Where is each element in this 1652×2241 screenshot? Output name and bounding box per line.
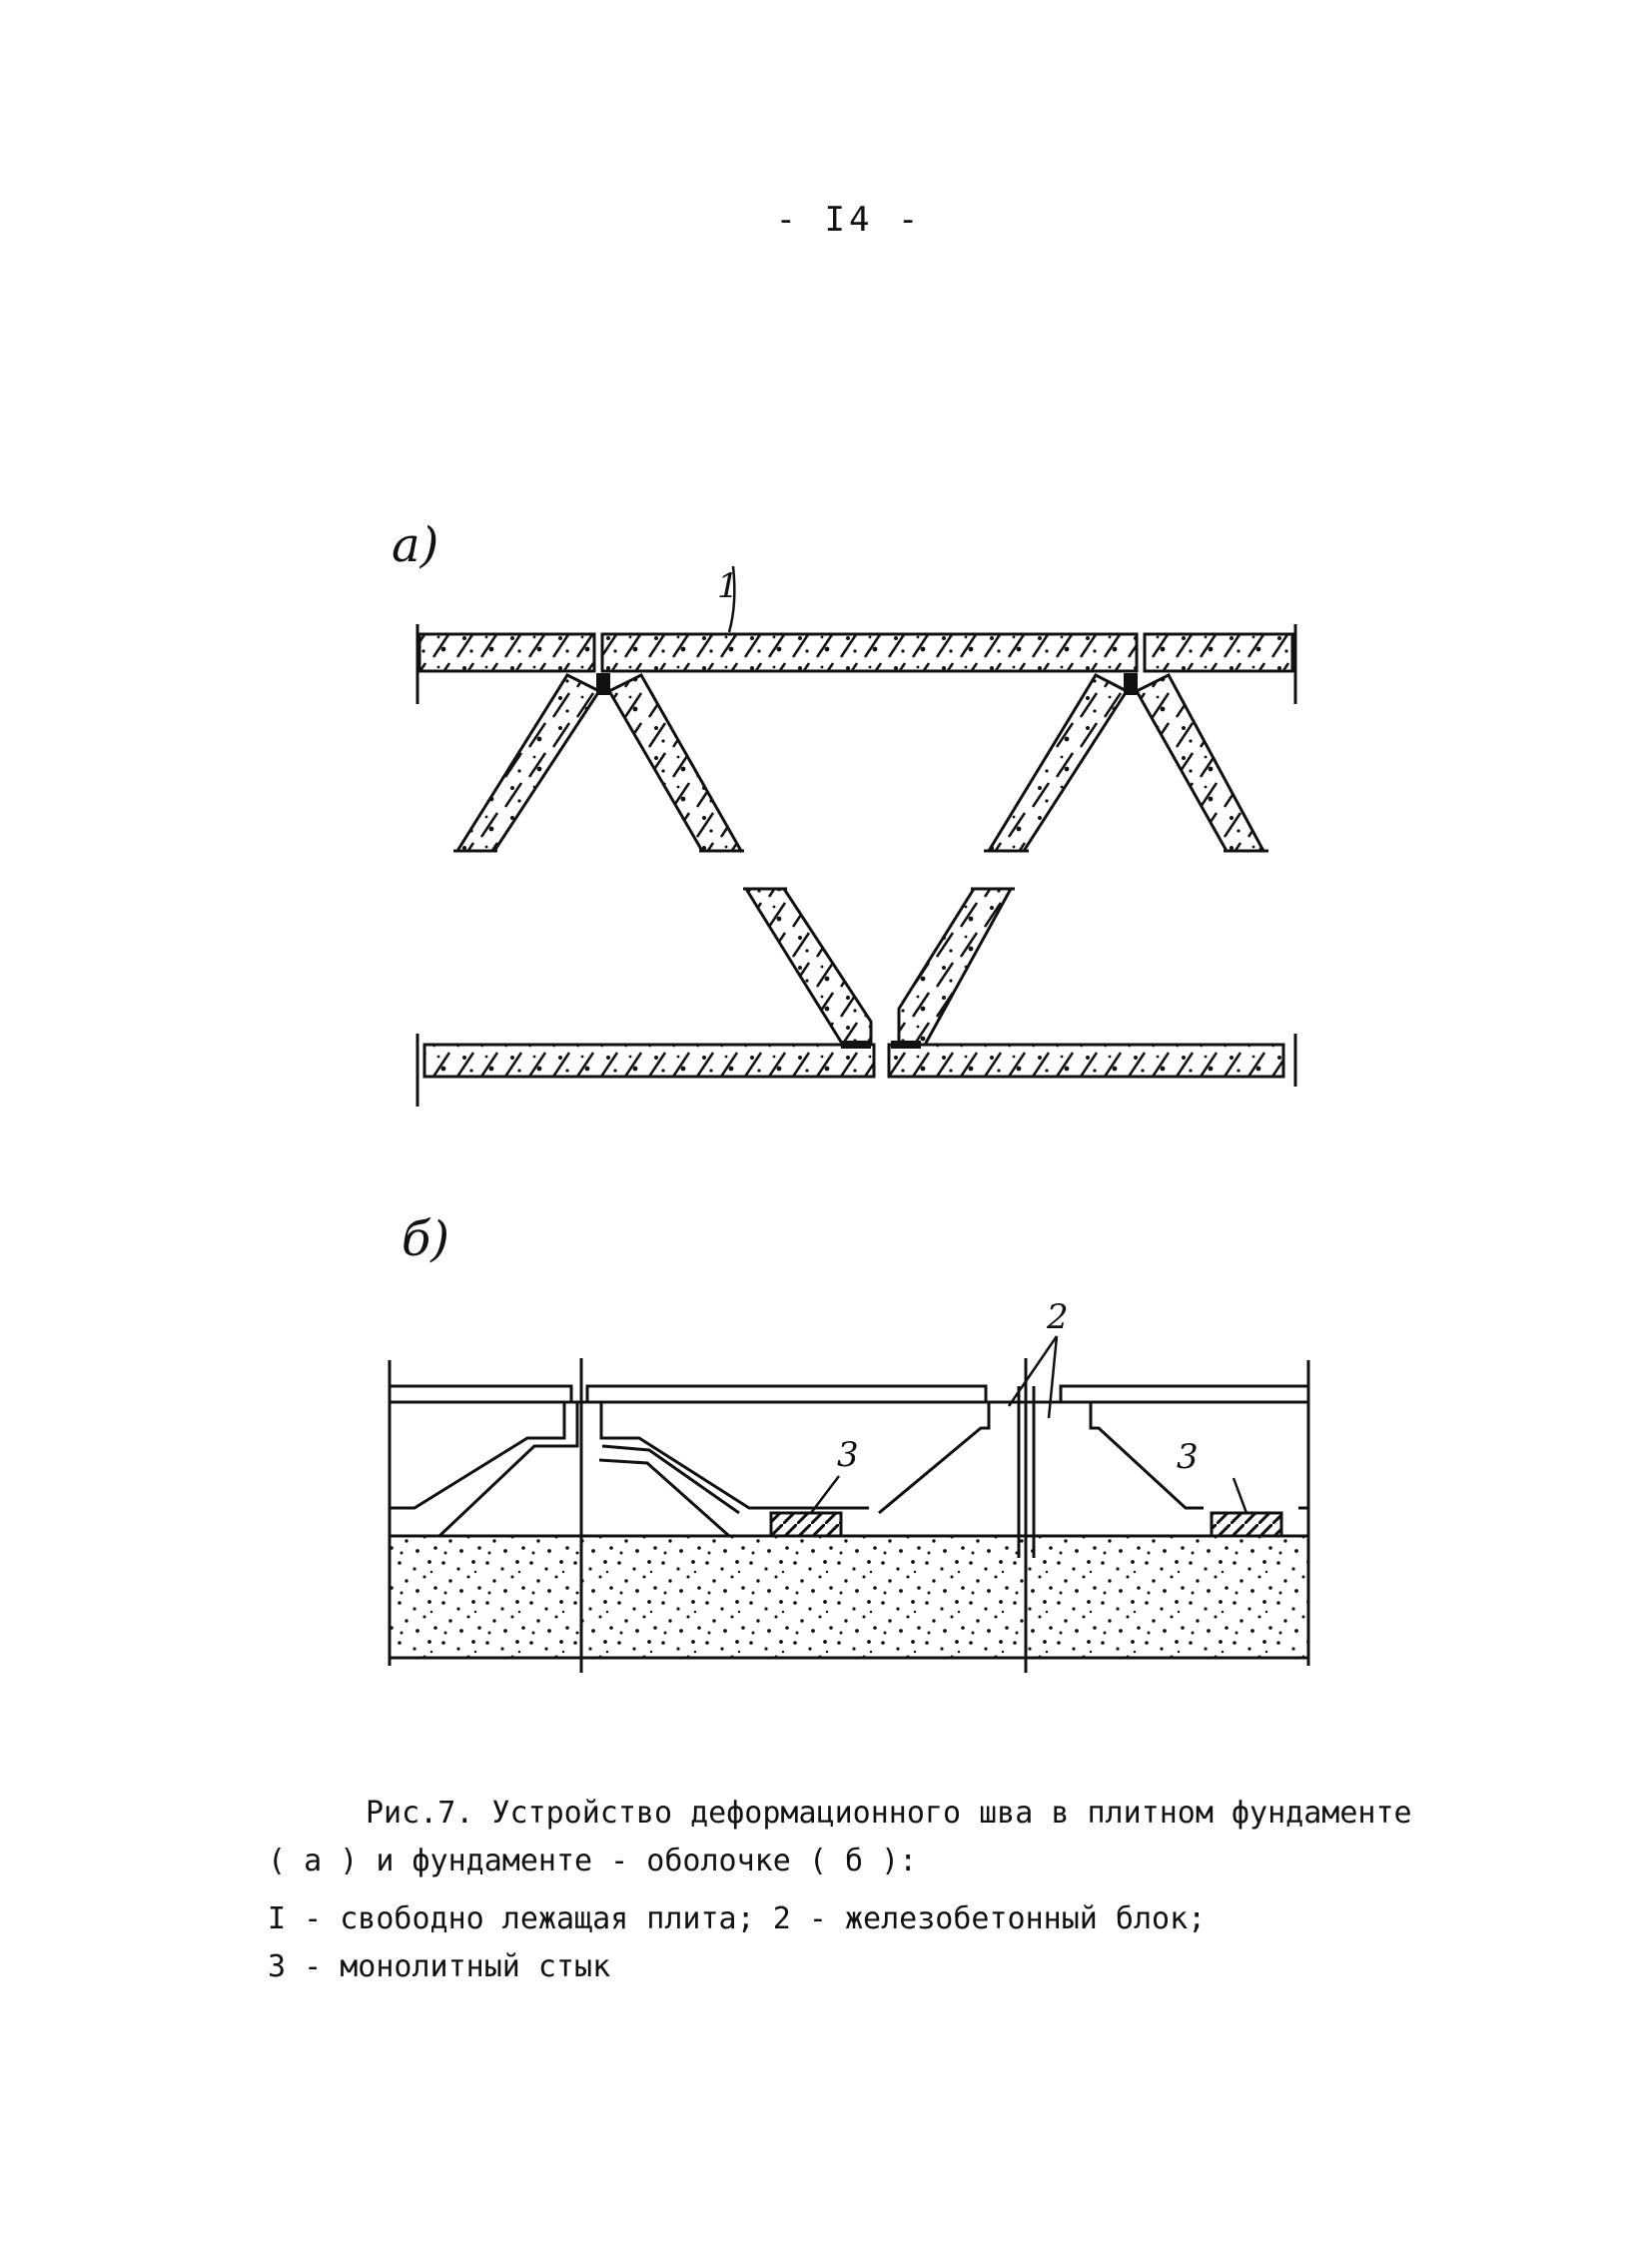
strut-a5 (746, 889, 871, 1047)
figure-caption (268, 1790, 1426, 1991)
strut-a1 (457, 675, 599, 851)
callout-3-left: 3 (837, 1435, 859, 1475)
top-slab-right (1145, 634, 1292, 671)
caption-title-line-1: Рис.7. Устройство деформационного шва в плитном фундаменте (366, 1796, 1412, 1831)
figure-a-drawing (419, 634, 1292, 1077)
page-number: - I4 - (775, 200, 923, 240)
free-slab (602, 634, 1137, 671)
shell-right (1091, 1402, 1308, 1508)
strut-a2 (609, 675, 741, 851)
bottom-slab-right (889, 1045, 1283, 1077)
sand-base (390, 1536, 1308, 1658)
bottom-slab-left (424, 1045, 874, 1077)
strut-a6 (899, 889, 1011, 1047)
figure-b-label: б) (402, 1211, 450, 1267)
strut-a3 (989, 675, 1127, 851)
figure-b-drawing (390, 1336, 1308, 1673)
caption-title-line-2: ( а ) и фундаменте - оболочке ( б ): (268, 1844, 918, 1878)
shell-left (390, 1402, 577, 1536)
top-slab-left (419, 634, 594, 671)
callout-1: 1 (717, 566, 739, 606)
caption-legend-line-2: 3 - монолитный стык (268, 1949, 611, 1984)
shell-block-center (879, 1402, 989, 1513)
monolithic-joint-left (771, 1513, 841, 1536)
figure-a-label: а) (392, 517, 439, 573)
caption-legend-line-1: I - свободно лежащая плита; 2 - железобетонный блок; (268, 1901, 1207, 1936)
callout-3-right: 3 (1177, 1437, 1199, 1477)
callout-2: 2 (1047, 1297, 1069, 1337)
monolithic-joint-right (1212, 1513, 1281, 1536)
strut-a4 (1137, 675, 1263, 851)
